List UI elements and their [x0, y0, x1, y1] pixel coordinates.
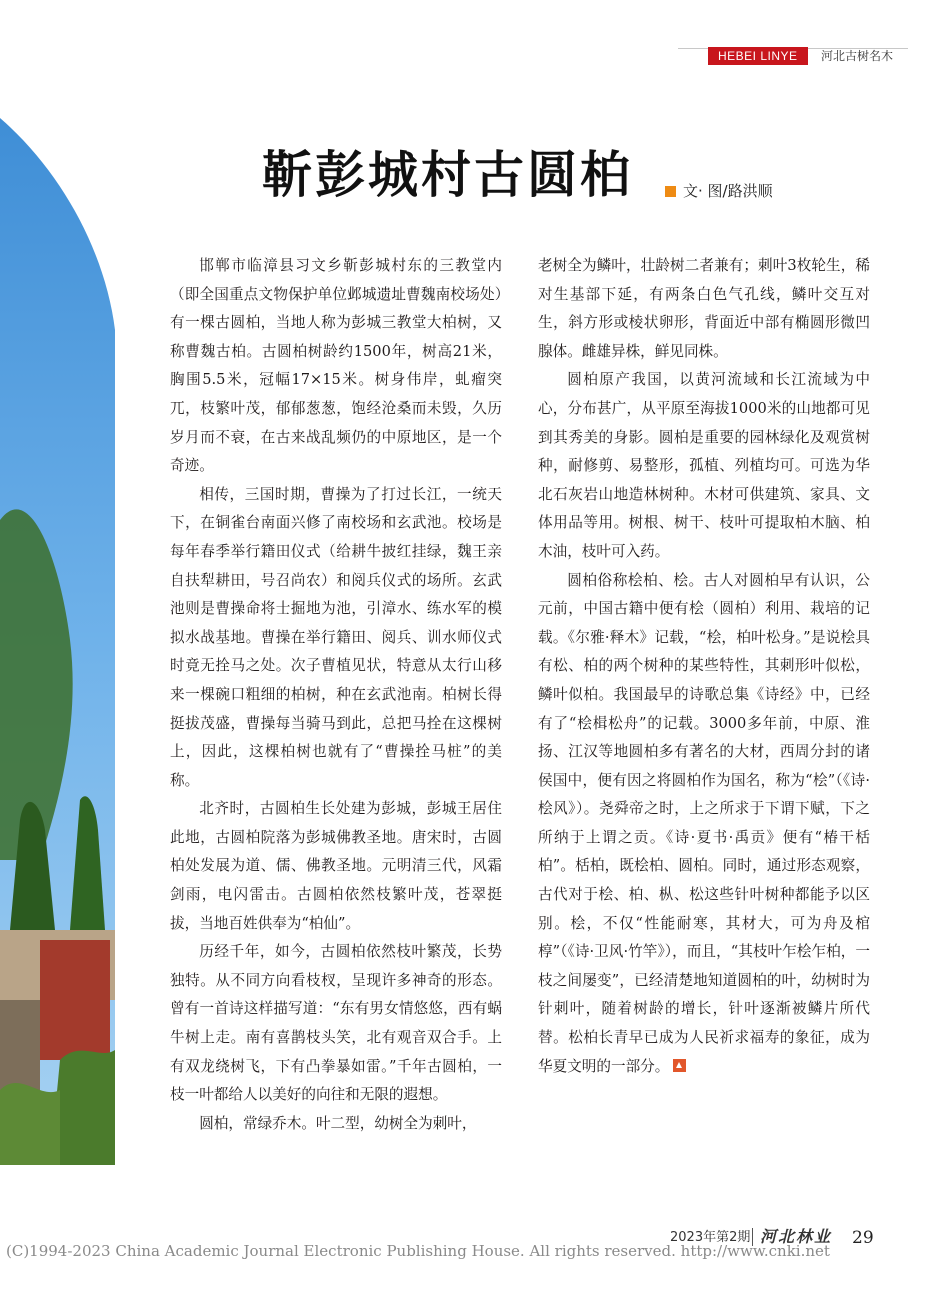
paragraph-continued: 老树全为鳞叶，壮龄树二者兼有；刺叶3枚轮生，稀对生基部下延，有两条白色气孔线，鳞叶交互对生，斜方形或棱状卵形，背面近中部有椭圆形微凹腺体。雌雄异株，鲜见同株。: [538, 257, 870, 360]
article-title: 靳彭城村古圆柏: [262, 146, 633, 204]
paragraph: 邯郸市临漳县习文乡靳彭城村东的三教堂内（即全国重点文物保护单位邺城遗址曹魏南校场处）有一棵古圆柏，当地人称为彭城三教堂大柏树，又称曹魏古柏。古圆柏树龄约1500年，树高21米，胸围5.5米，冠幅17×15米。树身伟岸，虬瘤突兀，枝繁叶茂，郁郁葱葱，饱经沧桑而未毁，久历岁月而不衰，在古来战乱频仍的中原地区，是一个奇迹。: [170, 257, 502, 475]
end-mark-icon: [673, 1059, 686, 1072]
paragraph: 历经千年，如今，古圆柏依然枝叶繁茂，长势独特。从不同方向看枝杈，呈现许多神奇的形态。曾有一首诗这样描写道：“东有男女情悠悠，西有蜗牛树上走。南有喜鹊枝头笑，北有观音双合手。上有双龙绕树飞，下有凸拳暴如雷。”千年古圆柏，一枝一叶都给人以美好的向往和无限的遐想。: [170, 943, 502, 1104]
issue-number: 2023年第2期: [670, 1230, 751, 1245]
paragraph: 圆柏原产我国，以黄河流域和长江流域为中心，分布甚广，从平原至海拔1000米的山地都可见到其秀美的身影。圆柏是重要的园林绿化及观赏树种，耐修剪、易整形，孤植、列植均可。可选为华北石灰岩山地造林树种。木材可供建筑、家具、文体用品等用。树根、树干、枝叶可提取柏木脑、柏木油，枝叶可入药。: [538, 371, 870, 560]
byline-square-icon: [665, 186, 676, 197]
page-number: 29: [852, 1228, 874, 1248]
byline: [665, 180, 773, 202]
column-name: 河北古树名木: [821, 49, 894, 63]
journal-name: 河北林业: [760, 1227, 833, 1246]
paragraph: 相传，三国时期，曹操为了打过长江，一统天下，在铜雀台南面兴修了南校场和玄武池。校场是每年春季举行籍田仪式（给耕牛披红挂绿，魏王亲自扶犁耕田，号召尚农）和阅兵仪式的场所。玄武池则是曹操命将士掘地为池，引漳水、练水军的模拟水战基地。曹操在举行籍田、阅兵、训水师仪式时竟无拴马之处。次子曹植见状，特意从太行山移来一棵碗口粗细的柏树，种在玄武池南。柏树长得挺拔茂盛，曹操每当骑马到此，总把马拴在这棵树上，因此，这棵柏树也就有了“曹操拴马桩”的美称。: [170, 485, 502, 789]
paragraph-text: 圆柏俗称桧柏、桧。古人对圆柏早有认识，公元前，中国古籍中便有桧（圆柏）利用、栽培的记载。《尔雅·释木》记载，“桧，柏叶松身。”是说桧具有松、柏的两个树种的某些特性，其刺形叶似松，鳞叶似柏。我国最早的诗歌总集《诗经》中，已经有了“桧楫松舟”的记载。3000多年前，中原、淮扬、江汉等地圆柏多有著名的大材，西周分封的诸侯国中，便有因之将圆柏作为国名，称为“桧”（《诗·桧风》）。尧舜帝之时，上之所求于下谓下赋，下之所纳于上谓之贡。《诗·夏书·禹贡》便有“椿干栝柏”。栝柏，既桧柏、圆柏。同时，通过形态观察，古代对于桧、柏、枞、松这些针叶树种都能予以区别。桧，不仅“性能耐寒，其材大，可为舟及棺椁”（《诗·卫风·竹竿》），而且，“其枝叶乍桧乍柏，一枝之间屡变”，已经清楚地知道圆柏的叶，幼树时为针刺叶，随着树龄的增长，针叶逐渐被鳞片所代替。松柏长青早已成为人民祈求福寿的象征，成为华夏文明的一部分。: [538, 571, 870, 1075]
byline-text: 文· 图/路洪顺: [683, 182, 773, 200]
right-column: [538, 252, 870, 1081]
paragraph: 北齐时，古圆柏生长处建为彭城，彭城王居住此地，古圆柏院落为彭城佛教圣地。唐宋时，古圆柏处发展为道、儒、佛教圣地。元明清三代，风霜剑雨，电闪雷击。古圆柏依然枝繁叶茂，苍翠挺拔，当地百姓供奉为“柏仙”。: [170, 800, 502, 932]
paragraph: [538, 567, 870, 1082]
copyright-notice: (C)1994-2023 China Academic Journal Electronic Publishing House. All rights reserved. http://www.cnki.net: [6, 1242, 830, 1260]
paragraph: 圆柏，常绿乔木。叶二型，幼树全为刺叶，: [199, 1114, 477, 1132]
tree-photo: [0, 0, 115, 1165]
journal-badge: HEBEI LINYE: [708, 47, 808, 65]
left-column: [170, 252, 502, 1138]
